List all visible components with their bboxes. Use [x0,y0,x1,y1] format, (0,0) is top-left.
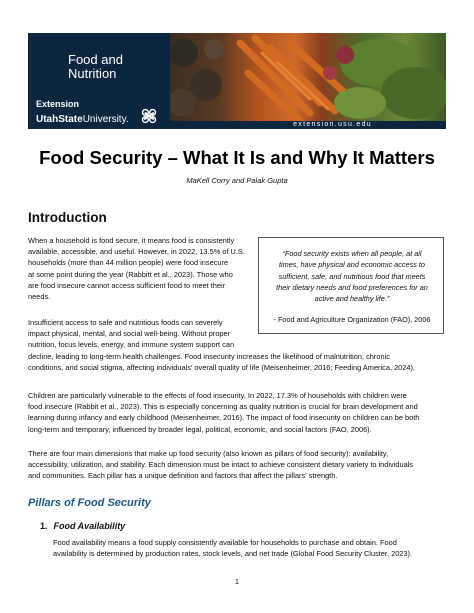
text-line: availability is determined by production rates, stock levels, and net trade (Global Food Security Cluster, 2023). [53,549,413,559]
quote-line: “Food security exists when all people, at all [282,249,422,258]
intro-paragraph-3 [28,390,448,435]
text-line: are food insecure cannot access sufficient food to meet their [28,280,226,290]
quote-text [267,248,437,304]
intro-paragraph-4 [28,448,448,482]
quote-line: their dietary needs and food preferences for an [276,282,428,292]
text-line: available, accessible, and useful. However, in 2022, 13.5% of U.S. [28,247,245,257]
banner-text-panel [28,33,170,129]
text-line: conditions, and social stigma, affecting individuals' overall quality of life (Meisenheimer, 2016; Feeding America, 2024). [28,362,416,372]
list-number: 1. [40,521,48,531]
text-line: long-term and temporary, influenced by broader legal, political, economic, and social factors (FAO, 2006). [28,424,372,434]
text-line: households (more than 44 million people) were food insecure [28,258,229,268]
text-line: and communities. Each pillar has a unique definition and factors that affect the pillars' strength. [28,471,338,481]
document-title: Food Security – What It Is and Why It Matters [39,147,435,168]
quote-attribution: - Food and Agriculture Organization (FAO), 2006 [273,315,431,324]
text-line: food insecure (Rabbit et al., 2023). This is especially concerning as quality nutrition is crucial for brain development and [28,402,418,412]
text-line: needs. [28,292,51,302]
four-h-clover-icon [140,107,158,125]
text-line: at some point during the year (Rabbitt et al., 2023). Those who [28,269,233,279]
fao-quote-box [258,237,444,334]
text-line: Children are particularly vulnerable to the effects of food insecurity. In 2022, 17.3% of households with children were [28,391,407,400]
university-name-regular: University. [82,114,129,125]
food-availability-paragraph [53,537,448,559]
quote-line: sufficient, safe, and nutritious food that meets [278,271,426,281]
text-line: Insufficient access to safe and nutritious foods can severely [28,318,223,327]
quote-line: times, have physical and economic access to [278,260,425,270]
banner-title-line1: Food and [68,52,123,67]
page-number: 1 [234,577,240,586]
quote-line: active and healthy life.” [314,294,390,304]
university-name-bold: UtahState [36,114,83,125]
vegetables-illustration [170,33,446,121]
intro-paragraph-1 [28,235,253,302]
university-logo-text [36,114,129,125]
text-line: nutrition, focus levels, energy, and immune system support can [28,340,235,350]
text-line: decline, leading to long-term health challenges. Food insecurity increases the likelihood of malnutrition, chronic [28,351,390,361]
text-line: When a household is food secure, it means food is consistently [28,236,235,245]
text-line: impact physical, mental, and social well-being. Without proper [28,329,231,339]
text-line: accessibility, utilization, and stability. Each dimension must be intact to achieve consistent dietary variety to individuals [28,460,414,470]
banner-title [68,53,123,81]
extension-url[interactable]: extension.usu.edu [293,121,372,128]
vegetables-photo [170,33,446,121]
extension-label: Extension [36,99,80,109]
text-line: learning during infancy and early childhood (Meisenheimer, 2016). The impact of food insecurity on children can be both [28,413,420,423]
authors: MaKell Corry and Palak Gupta [186,176,288,185]
text-line: There are four main dimensions that make up food security (also known as pillars of food security): availability, [28,449,389,458]
header-banner [28,33,446,129]
banner-title-line2: Nutrition [68,66,117,81]
pillars-heading: Pillars of Food Security [28,497,151,509]
food-availability-heading [40,521,125,531]
food-availability-title: Food Availability [53,521,126,531]
introduction-heading: Introduction [28,210,107,225]
text-line: Food availability means a food supply consistently available for households to purchase and obtain. Food [53,538,397,547]
